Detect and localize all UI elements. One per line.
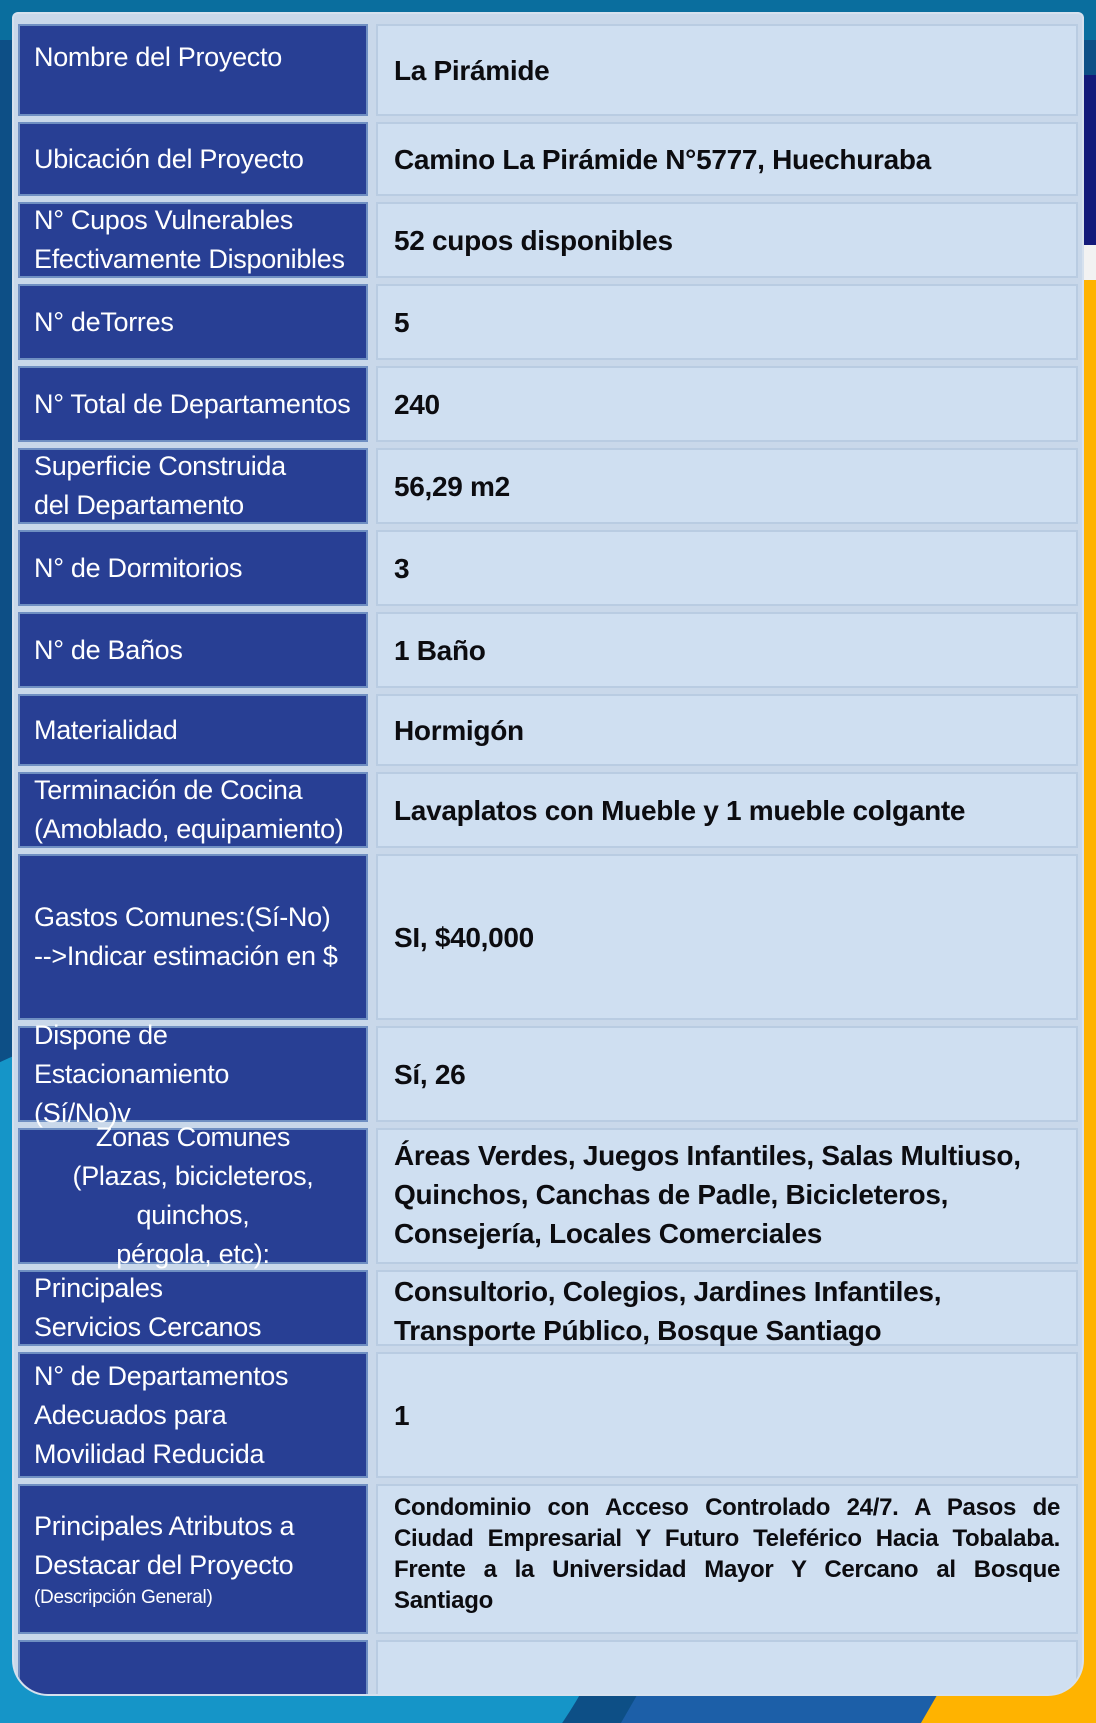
label-line: Materialidad [34,714,178,745]
label-line: Gastos Comunes:(Sí-No) [34,902,331,932]
row-label [18,366,368,442]
label-line: del Departamento [34,490,244,520]
row-zonas-comunes [14,1122,1082,1269]
label-line: Ubicación del Proyecto [34,143,304,174]
label-note: (Descripción General) [34,1587,213,1608]
row-value: 1 [376,1352,1078,1478]
row-value: Lavaplatos con Mueble y 1 mueble colgante [376,772,1078,848]
row-label [18,1640,368,1694]
label-line: (Sí/No)v [34,1097,131,1128]
row-atributos [14,1484,1082,1634]
label-line: Principales [34,1273,163,1303]
row-value: 3 [376,530,1078,606]
row-value: 240 [376,366,1078,442]
row-label [18,612,368,688]
row-dormitorios [14,530,1082,606]
label-line: N° de Departamentos [34,1360,289,1391]
row-value: Consultorio, Colegios, Jardines Infantiles, Transporte Público, Bosque Santiago [376,1270,1078,1346]
label-line: Zonas Comunes [95,1122,291,1152]
row-total-departamentos [14,366,1082,442]
label-line: Terminación de Cocina [34,775,303,805]
label-line: Principales Atributos a [34,1511,295,1541]
row-ubicacion [14,122,1082,196]
label-line: N° de Baños [34,634,183,665]
label-line: Dispone de Estacionamiento [34,1019,230,1089]
row-banos [14,612,1082,688]
label-line: Destacar del Proyecto [34,1550,294,1580]
row-label [18,1122,368,1269]
row-value: Camino La Pirámide N°5777, Huechuraba [376,122,1078,196]
row-value: Hormigón [376,694,1078,766]
row-label [18,1352,368,1478]
row-value: Sí, 26 [376,1026,1078,1122]
label-line: Efectivamente Disponibles [34,244,345,274]
row-label [18,1484,368,1634]
label-line: N° deTorres [34,306,174,337]
row-materialidad [14,694,1082,766]
row-value [376,1640,1078,1694]
row-label [18,122,368,196]
row-value: 56,29 m2 [376,448,1078,524]
label-line: pérgola, etc): [116,1239,270,1269]
row-cupos-vulnerables [14,202,1082,278]
label-line: Adecuados para [34,1399,227,1430]
row-label [18,1270,368,1346]
row-value: 5 [376,284,1078,360]
label-line: (Plazas, bicicleteros, quinchos, [72,1161,314,1230]
row-value: Condominio con Acceso Controlado 24/7. A Pasos de Ciudad Empresarial Y Futuro Teleférico Hacia Tobalaba. Frente a la Universidad Mayor Y Cercano al Bosque Santiago [376,1484,1078,1634]
label-line: N° de Dormitorios [34,552,243,583]
row-value: Áreas Verdes, Juegos Infantiles, Salas Multiuso, Quinchos, Canchas de Padle, Bicicleteros, Consejería, Locales Comerciales [376,1128,1078,1264]
label-line: N° Cupos Vulnerables [34,205,293,235]
row-label [18,694,368,766]
row-value: 1 Baño [376,612,1078,688]
label-line: -->Indicar estimación en $ [34,941,338,971]
project-info-table [14,14,1082,1694]
label-line: Movilidad Reducida [34,1438,265,1469]
row-value: 52 cupos disponibles [376,202,1078,278]
label-line: (Amoblado, equipamiento) [34,814,344,844]
row-label [18,448,368,524]
row-value: SI, $40,000 [376,854,1078,1020]
row-label [18,24,368,116]
label-line: Nombre del Proyecto [34,42,282,72]
label-line: Servicios Cercanos [34,1312,262,1342]
row-superficie [14,448,1082,524]
row-torres [14,284,1082,360]
row-gastos-comunes [14,854,1082,1020]
row-value: La Pirámide [376,24,1078,116]
label-line: Superficie Construida [34,451,286,481]
row-movilidad-reducida [14,1352,1082,1478]
row-terminacion-cocina [14,772,1082,848]
row-label [18,1019,368,1128]
row-label [18,772,368,848]
row-label [18,202,368,278]
row-label [18,854,368,1020]
label-line: N° Total de Departamentos [34,388,351,419]
row-servicios-cercanos [14,1270,1082,1346]
row-empty [14,1640,1082,1694]
row-estacionamiento [14,1019,1082,1128]
row-label [18,530,368,606]
row-label [18,284,368,360]
row-nombre-proyecto [14,24,1082,116]
